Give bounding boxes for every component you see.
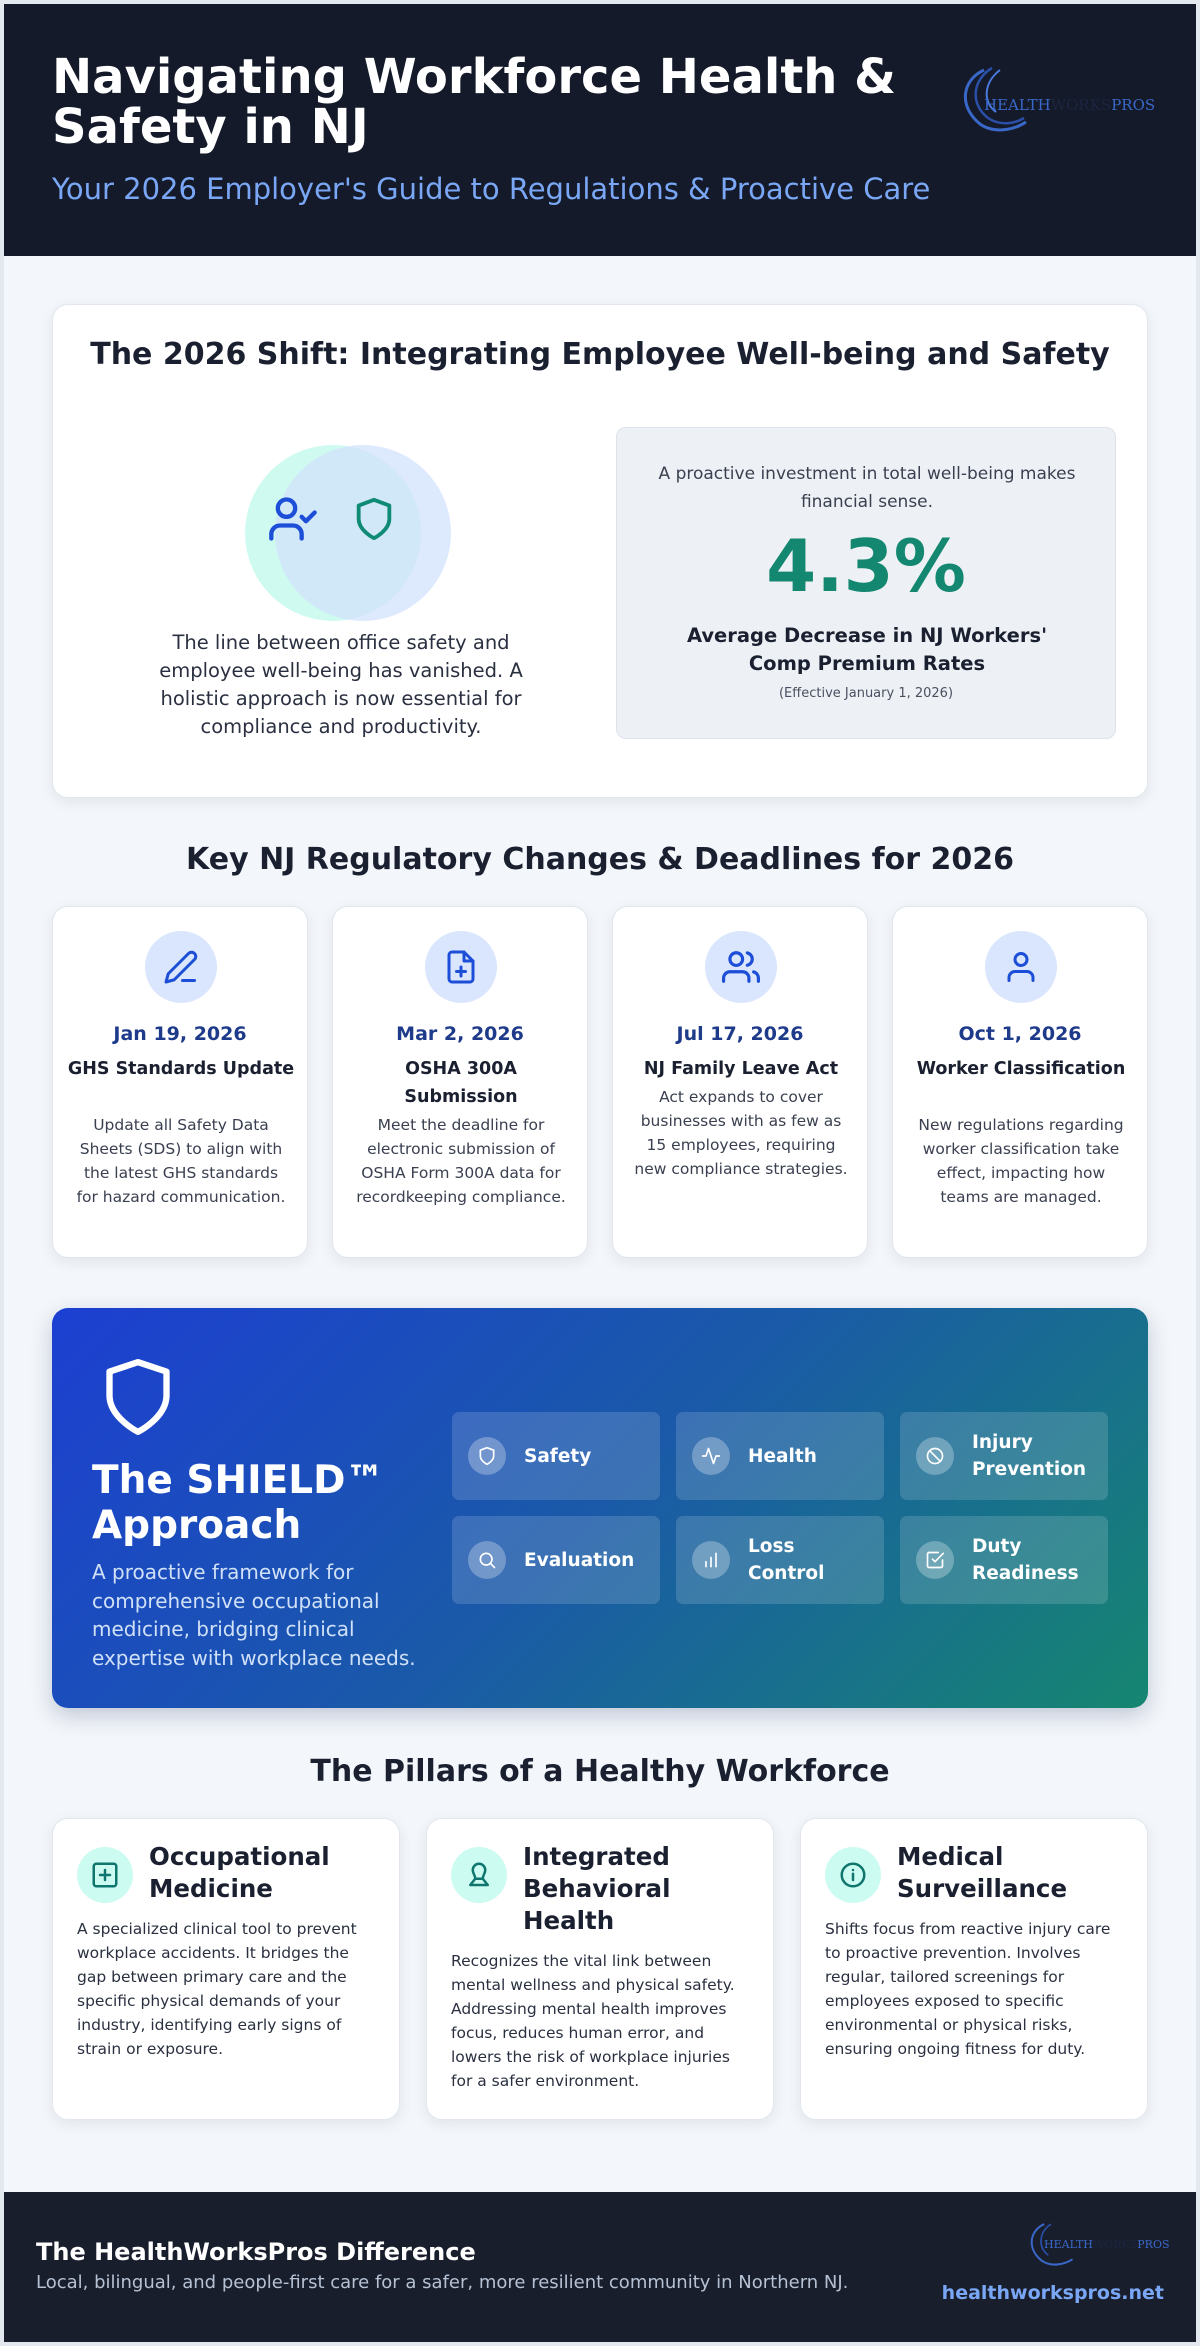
pillars-heading: The Pillars of a Healthy Workforce [310, 1754, 890, 1789]
pillar-card-behavioral-health [426, 1818, 774, 2120]
logo-text-health: HEALTH [1044, 2238, 1093, 2251]
deadline-date: Jul 17, 2026 [676, 1023, 804, 1045]
shield-icon [351, 493, 397, 549]
pillar-card-occupational-medicine [52, 1818, 400, 2120]
deadline-description: Meet the deadline for electronic submission of OSHA Form 300A data for recordkeeping compliance. [356, 1116, 566, 1206]
deadline-description: Update all Safety Data Sheets (SDS) to align with the latest GHS standards for hazard communication. [76, 1116, 286, 1206]
deadline-card-osha [332, 906, 588, 1258]
deadline-card-ghs [52, 906, 308, 1258]
shield-icon [100, 1354, 176, 1444]
brain-icon [451, 1847, 507, 1903]
footer-logo [1024, 2218, 1174, 2268]
stat-label: Average Decrease in NJ Workers' Comp Premium Rates [686, 624, 1048, 675]
check-square-icon [916, 1541, 954, 1579]
stat-note: A proactive investment in total well-being makes financial sense. [658, 464, 1076, 512]
page-footer [4, 2192, 1196, 2342]
footer-subtitle: Local, bilingual, and people-first care for a safer, more resilient community in Northern NJ. [36, 2272, 849, 2293]
info-icon [825, 1847, 881, 1903]
deadline-title: OSHA 300A Submission [404, 1059, 518, 1107]
stat-effective-date: (Effective January 1, 2026) [778, 686, 954, 701]
shield-tile-label: Safety [524, 1445, 592, 1467]
pillar-title: Medical Surveillance [897, 1842, 1068, 1903]
shield-tile-injury-prevention [900, 1412, 1108, 1500]
stat-box [616, 427, 1116, 739]
deadline-card-family-leave [612, 906, 868, 1258]
pencil-icon [145, 931, 217, 1003]
shield-tile-label: Injury Prevention [972, 1432, 1087, 1480]
stat-value: 4.3% [766, 524, 966, 608]
shield-tile-health [676, 1412, 884, 1500]
shield-tile-label: Evaluation [524, 1549, 635, 1571]
logo-text-pros: PROS [1111, 96, 1156, 114]
deadline-date: Mar 2, 2026 [396, 1023, 524, 1045]
page-subtitle: Your 2026 Employer's Guide to Regulations & Proactive Care [52, 172, 931, 206]
deadline-date: Jan 19, 2026 [113, 1023, 247, 1045]
pillar-title: Occupational Medicine [149, 1842, 330, 1903]
deadline-date: Oct 1, 2026 [958, 1023, 1082, 1045]
users-icon [705, 931, 777, 1003]
shield-tile-evaluation [452, 1516, 660, 1604]
logo-text-works: WORKS [1092, 2238, 1138, 2251]
deadline-title: GHS Standards Update [67, 1059, 295, 1079]
footer-title: The HealthWorksPros Difference [36, 2238, 476, 2266]
pillar-description: A specialized clinical tool to prevent workplace accidents. It bridges the gap between primary care and the specific physical demands of your industry, identifying early signs of strain or exposure. [77, 1920, 357, 2058]
deadline-card-worker-classification [892, 906, 1148, 1258]
page-title: Navigating Workforce Health & Safety in NJ [52, 49, 897, 155]
shield-description: A proactive framework for comprehensive occupational medicine, bridging clinical expertise with workplace needs. [92, 1560, 416, 1670]
shield-tile-label: Duty Readiness [972, 1536, 1079, 1584]
footer-website-link[interactable]: healthworkspros.net [941, 2282, 1164, 2304]
shield-approach-panel [52, 1308, 1148, 1708]
activity-icon [692, 1437, 730, 1475]
page-header [4, 4, 1196, 256]
shield-tile-safety [452, 1412, 660, 1500]
deadline-description: New regulations regarding worker classification take effect, impacting how teams are managed. [918, 1116, 1124, 1206]
file-plus-icon [425, 931, 497, 1003]
intro-illustration [245, 445, 427, 635]
shield-tile-label: Health [748, 1445, 817, 1467]
shield-tile-label: Loss Control [748, 1536, 825, 1584]
deadline-title: NJ Family Leave Act [643, 1059, 839, 1079]
deadline-description: Act expands to cover businesses with as few as 15 employees, requiring new compliance strategies. [634, 1088, 848, 1178]
shield-icon [468, 1437, 506, 1475]
user-check-icon [267, 493, 319, 549]
plus-square-icon [77, 1847, 133, 1903]
shield-tile-loss-control [676, 1516, 884, 1604]
intro-card [52, 304, 1148, 798]
intro-lead-text: The line between office safety and employee well-being has vanished. A holistic approach is now essential for compliance and productivity. [159, 631, 523, 738]
pillar-description: Shifts focus from reactive injury care to proactive prevention. Involves regular, tailored screenings for employees exposed to specific environmental or physical risks, ensuring ongoing fitness for duty. [825, 1920, 1111, 2058]
search-icon [468, 1541, 506, 1579]
brand-logo [954, 62, 1164, 134]
deadline-title: Worker Classification [916, 1059, 1126, 1079]
pillar-card-medical-surveillance [800, 1818, 1148, 2120]
shield-title: The SHIELD™ Approach [92, 1458, 385, 1548]
bar-chart-icon [692, 1541, 730, 1579]
logo-text-pros: PROS [1137, 2238, 1170, 2251]
intro-heading: The 2026 Shift: Integrating Employee Well-being and Safety [90, 337, 1110, 372]
user-icon [985, 931, 1057, 1003]
logo-text-health: HEALTH [984, 96, 1051, 114]
deadlines-heading: Key NJ Regulatory Changes & Deadlines for 2026 [186, 842, 1014, 877]
pillar-description: Recognizes the vital link between mental wellness and physical safety. Addressing mental health improves focus, reduces human error, and lowers the risk of workplace injuries for a safer environment. [451, 1952, 735, 2090]
shield-tile-duty-readiness [900, 1516, 1108, 1604]
ban-icon [916, 1437, 954, 1475]
logo-text-works: WORKS [1050, 96, 1112, 114]
pillar-title: Integrated Behavioral Health [523, 1842, 671, 1935]
